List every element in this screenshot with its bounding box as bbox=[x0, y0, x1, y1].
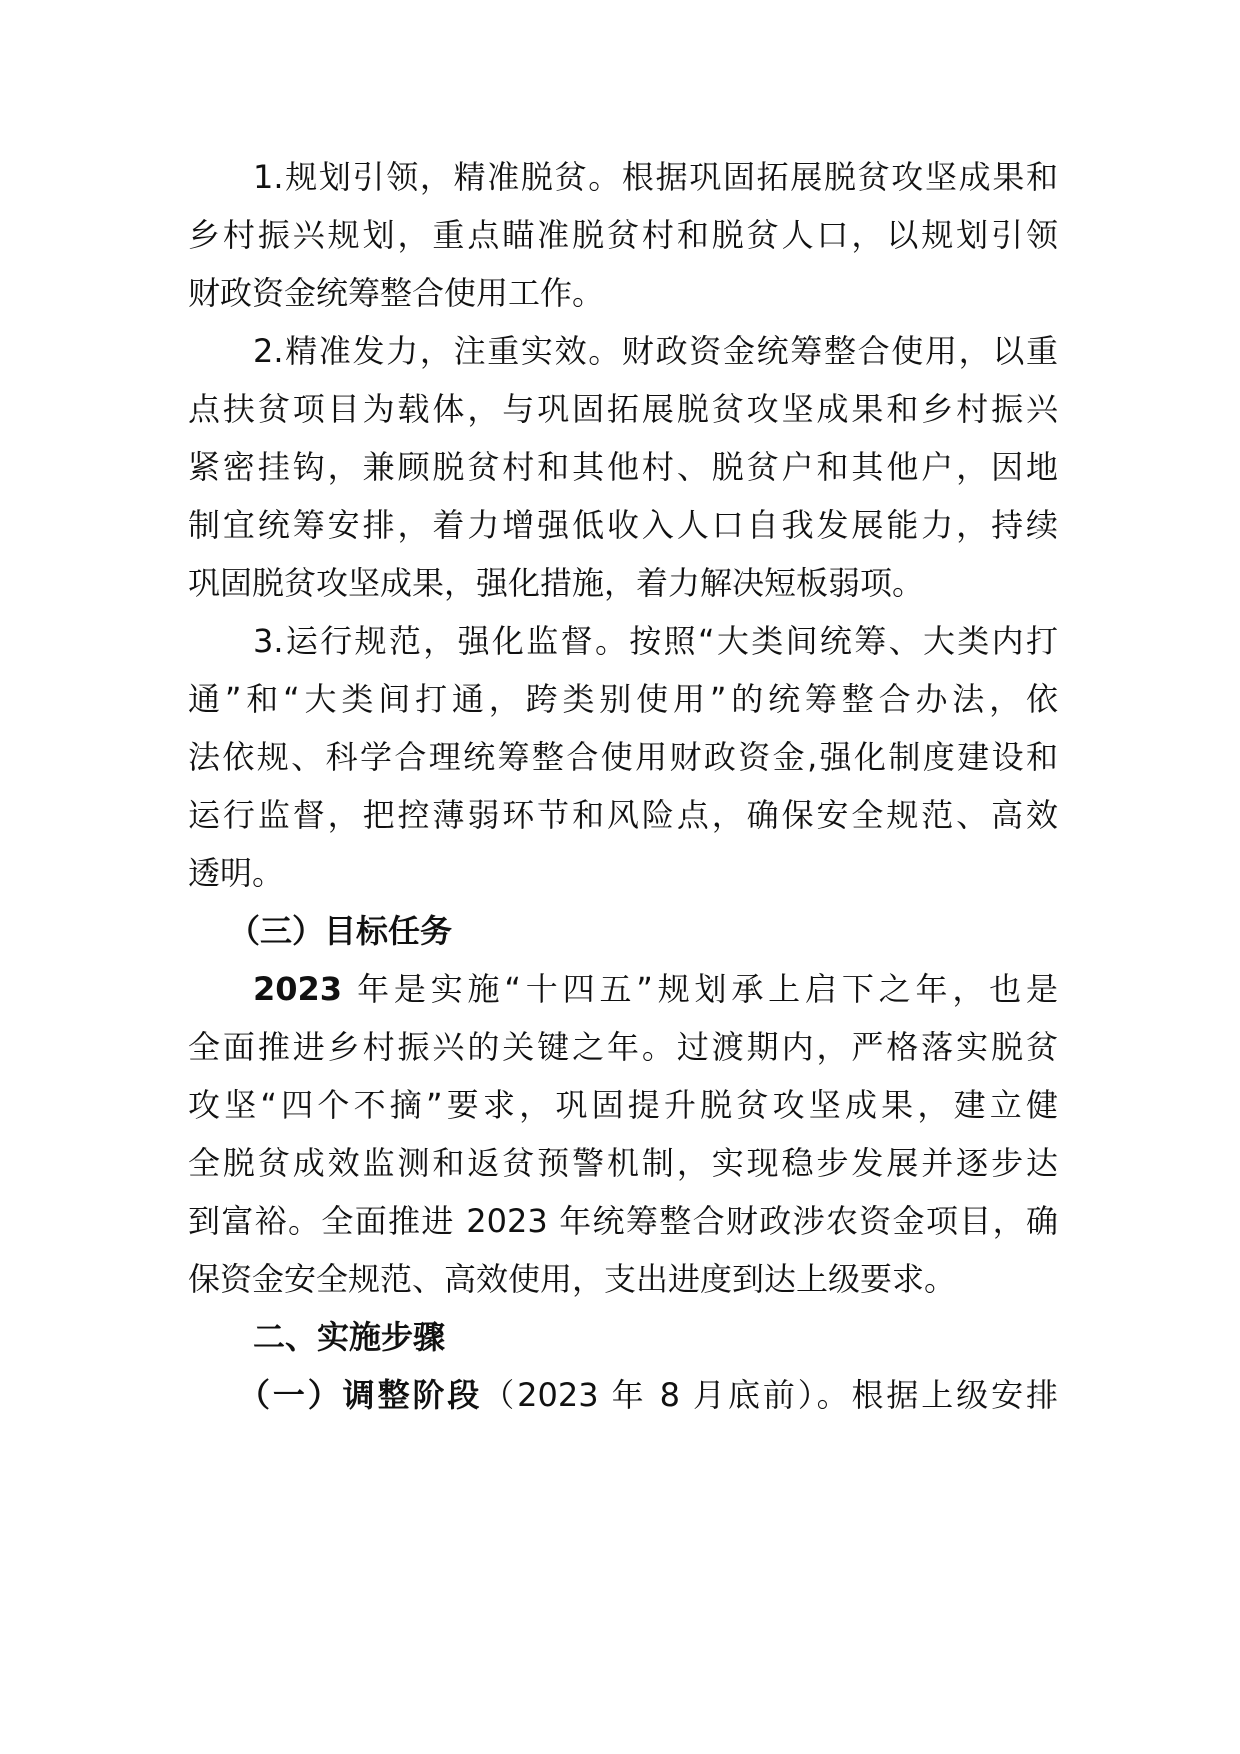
paragraph-line: 法依规、科学合理统筹整合使用财政资金,强化制度建设和 bbox=[188, 738, 1058, 776]
section-heading: （三）目标任务 bbox=[228, 912, 453, 950]
paragraph-line: 到富裕。全面推进 2023 年统筹整合财政涉农资金项目，确 bbox=[188, 1202, 1058, 1240]
paragraph-line: 乡村振兴规划，重点瞄准脱贫村和脱贫人口，以规划引领 bbox=[188, 216, 1058, 254]
paragraph-line bbox=[238, 1375, 1058, 1415]
paragraph-line: 攻坚“四个不摘”要求，巩固提升脱贫攻坚成果，建立健 bbox=[188, 1086, 1058, 1124]
paragraph-line: 财政资金统筹整合使用工作。 bbox=[188, 274, 605, 312]
paragraph-line-rest: 年是实施“十四五”规划承上启下之年，也是 bbox=[342, 970, 1058, 1008]
paragraph-line: 全面推进乡村振兴的关键之年。过渡期内，严格落实脱贫 bbox=[188, 1028, 1058, 1066]
paragraph-line bbox=[253, 969, 1058, 1009]
paragraph-line: 通”和“大类间打通，跨类别使用”的统筹整合办法，依 bbox=[188, 680, 1058, 718]
paragraph-line: 2.精准发力，注重实效。财政资金统筹整合使用，以重 bbox=[253, 332, 1058, 370]
paragraph-line: 3.运行规范，强化监督。按照“大类间统筹、大类内打 bbox=[253, 622, 1058, 660]
paragraph-line: 制宜统筹安排，着力增强低收入人口自我发展能力，持续 bbox=[188, 506, 1058, 544]
paragraph-line: 运行监督，把控薄弱环节和风险点，确保安全规范、高效 bbox=[188, 796, 1058, 834]
paragraph-line: 1.规划引领，精准脱贫。根据巩固拓展脱贫攻坚成果和 bbox=[253, 158, 1058, 196]
paragraph-line: 紧密挂钩，兼顾脱贫村和其他村、脱贫户和其他户，因地 bbox=[188, 448, 1058, 486]
paragraph-line: 全脱贫成效监测和返贫预警机制，实现稳步发展并逐步达 bbox=[188, 1144, 1058, 1182]
paragraph-line: 点扶贫项目为载体，与巩固拓展脱贫攻坚成果和乡村振兴 bbox=[188, 390, 1058, 428]
section-heading: 二、实施步骤 bbox=[253, 1318, 446, 1356]
year-text: 2023 bbox=[253, 970, 343, 1008]
paragraph-line: 保资金安全规范、高效使用，支出进度到达上级要求。 bbox=[188, 1260, 957, 1298]
paragraph-line: 透明。 bbox=[188, 854, 285, 892]
paragraph-line: 巩固脱贫攻坚成果，强化措施，着力解决短板弱项。 bbox=[188, 564, 925, 602]
subsection-heading: （一）调整阶段 bbox=[238, 1376, 483, 1414]
paragraph-line-rest: （2023 年 8 月底前）。根据上级安排 bbox=[482, 1376, 1058, 1414]
